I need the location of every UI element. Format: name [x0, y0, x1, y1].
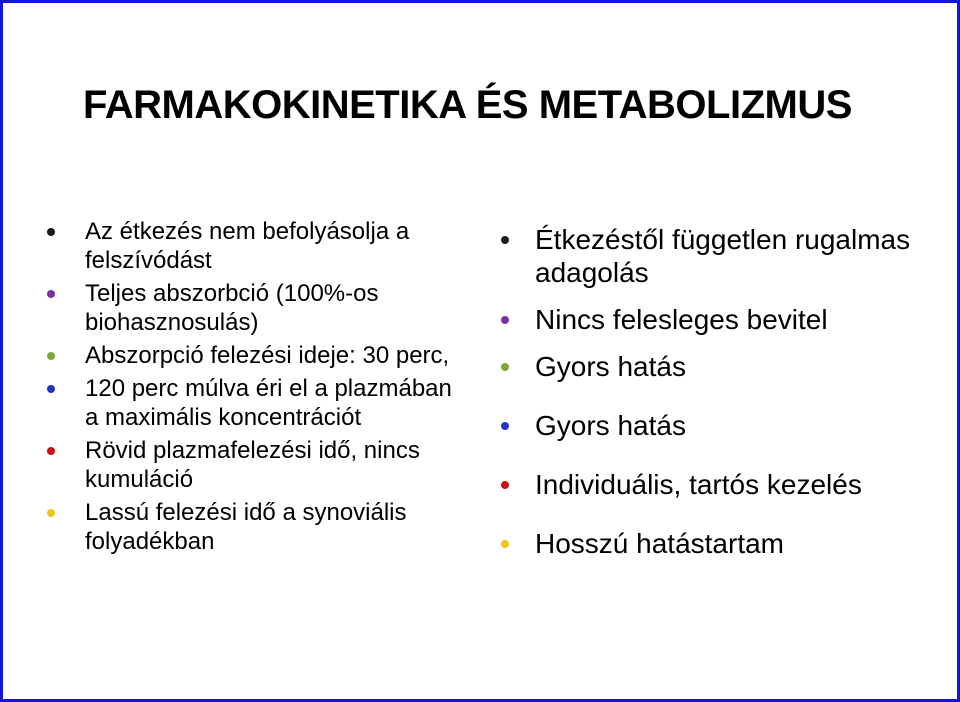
list-item	[47, 217, 457, 275]
bullet-dot-icon	[501, 422, 509, 430]
list-item-text: Abszorpció felezési ideje: 30 perc,	[85, 342, 450, 369]
bullet-dot-icon	[501, 236, 509, 244]
bullet-dot-icon	[47, 290, 55, 298]
bullet-dot-icon	[501, 316, 509, 324]
list-item	[47, 498, 457, 556]
right-bullet-list	[497, 223, 937, 574]
list-item	[497, 468, 937, 501]
list-item-text: Gyors hatás	[535, 351, 686, 382]
bullet-dot-icon	[47, 447, 55, 455]
list-item	[497, 409, 937, 442]
slide-title: FARMAKOKINETIKA ÉS METABOLIZMUS	[83, 83, 852, 127]
list-item	[497, 223, 937, 289]
list-item	[47, 436, 457, 494]
list-item-text: Lassú felezési idő a synoviális folyadékban	[85, 499, 407, 555]
bullet-dot-icon	[501, 363, 509, 371]
list-item-text: Az étkezés nem befolyásolja a felszívódást	[85, 218, 410, 274]
bullet-dot-icon	[501, 540, 509, 548]
list-item	[497, 303, 937, 336]
list-item-text: Étkezéstől független rugalmas adagolás	[535, 224, 911, 288]
list-item	[497, 527, 937, 560]
list-item-text: Teljes abszorbció (100%-os biohasznosulás)	[85, 280, 379, 336]
bullet-dot-icon	[47, 228, 55, 236]
list-item	[47, 279, 457, 337]
list-item-text: 120 perc múlva éri el a plazmában a maximális koncentrációt	[85, 375, 452, 431]
list-item-text: Rövid plazmafelezési idő, nincs kumuláció	[85, 437, 420, 493]
left-bullet-list	[47, 217, 457, 560]
list-item-text: Hosszú hatástartam	[535, 528, 784, 559]
list-item-text: Individuális, tartós kezelés	[535, 469, 862, 500]
list-item-text: Nincs felesleges bevitel	[535, 304, 828, 335]
bullet-dot-icon	[47, 385, 55, 393]
list-item	[47, 341, 457, 370]
bullet-dot-icon	[47, 352, 55, 360]
list-item-text: Gyors hatás	[535, 410, 686, 441]
list-item	[497, 350, 937, 383]
bullet-dot-icon	[47, 509, 55, 517]
list-item	[47, 374, 457, 432]
bullet-dot-icon	[501, 481, 509, 489]
